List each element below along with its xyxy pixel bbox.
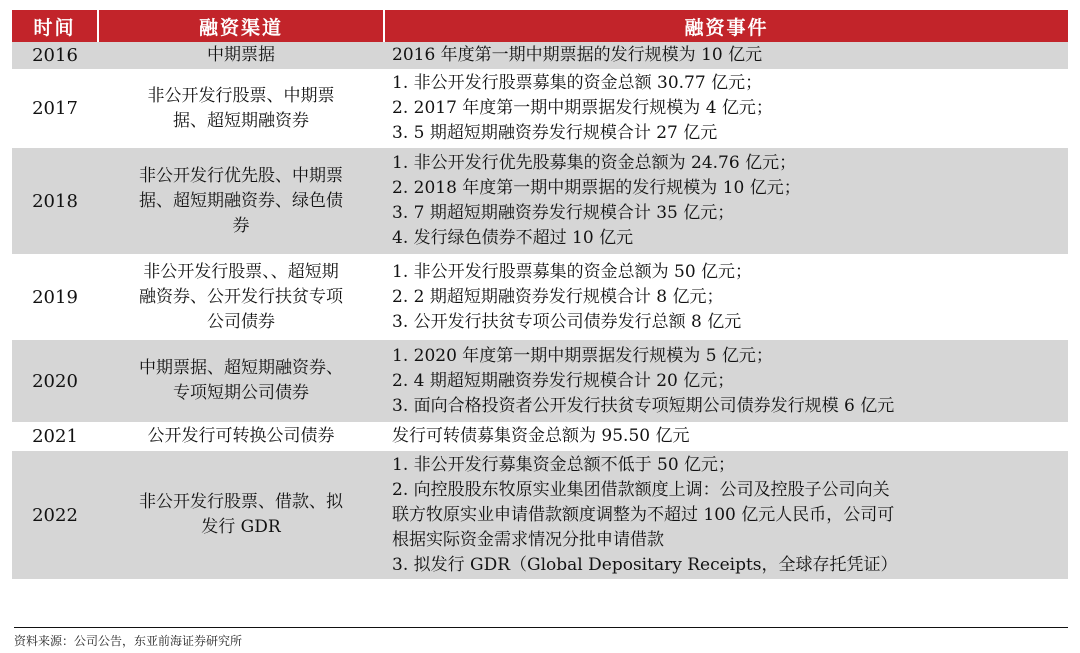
table-body bbox=[12, 42, 1068, 580]
cell-channel bbox=[98, 70, 384, 147]
event-line: 发行可转债募集资金总额为 95.50 亿元 bbox=[392, 426, 690, 446]
cell-channel bbox=[98, 147, 384, 255]
channel-line: 非公开发行优先股、中期票 bbox=[139, 165, 343, 186]
cell-event bbox=[384, 70, 1068, 147]
header-year: 时间 bbox=[12, 10, 98, 42]
event-line: 3. 5 期超短期融资券发行规模合计 27 亿元 bbox=[392, 123, 718, 143]
cell-channel bbox=[98, 339, 384, 423]
cell-event bbox=[384, 339, 1068, 423]
event-line: 3. 公开发行扶贫专项公司债券发行总额 8 亿元 bbox=[392, 311, 742, 332]
cell-channel bbox=[98, 255, 384, 339]
table-row bbox=[12, 255, 1068, 339]
cell-channel bbox=[98, 450, 384, 580]
event-line: 2. 向控股股东牧原实业集团借款额度上调：公司及控股子公司向关 bbox=[392, 479, 890, 500]
channel-line: 中期票据、超短期融资券、 bbox=[139, 358, 343, 378]
channel-line: 据、超短期融资券 bbox=[173, 110, 309, 131]
cell-year: 2016 bbox=[12, 42, 98, 70]
cell-year: 2020 bbox=[12, 339, 98, 423]
table-row bbox=[12, 70, 1068, 147]
cell-event bbox=[384, 450, 1068, 580]
cell-year: 2017 bbox=[12, 70, 98, 147]
cell-year: 2018 bbox=[12, 147, 98, 255]
table-row bbox=[12, 339, 1068, 423]
channel-line: 非公开发行股票、中期票 bbox=[147, 85, 335, 106]
cell-year: 2019 bbox=[12, 255, 98, 339]
financing-table-container bbox=[12, 10, 1068, 581]
channel-line: 中期票据 bbox=[207, 45, 275, 65]
channel-line: 据、超短期融资券、绿色债 bbox=[139, 190, 343, 211]
event-line: 2016 年度第一期中期票据的发行规模为 10 亿元 bbox=[392, 45, 763, 65]
channel-line: 非公开发行股票、借款、拟 bbox=[139, 492, 343, 512]
channel-line: 融资券、公开发行扶贫专项 bbox=[139, 286, 343, 307]
header-row bbox=[12, 10, 1068, 42]
channel-line: 公开发行可转换公司债券 bbox=[147, 426, 335, 446]
table-row bbox=[12, 42, 1068, 70]
cell-channel bbox=[98, 42, 384, 70]
event-line: 2. 4 期超短期融资券发行规模合计 20 亿元； bbox=[392, 370, 735, 391]
event-line: 2. 2017 年度第一期中期票据发行规模为 4 亿元； bbox=[392, 98, 773, 118]
event-line: 3. 7 期超短期融资券发行规模合计 35 亿元； bbox=[392, 203, 735, 223]
event-line: 1. 非公开发行优先股募集的资金总额为 24.76 亿元； bbox=[392, 153, 797, 173]
event-line: 3. 拟发行 GDR（Global Depositary Receipts，全球存托凭证） bbox=[392, 554, 898, 575]
cell-channel bbox=[98, 423, 384, 450]
table-header bbox=[12, 10, 1068, 42]
event-line: 4. 发行绿色债券不超过 10 亿元 bbox=[392, 228, 634, 248]
cell-event bbox=[384, 423, 1068, 450]
event-line: 2. 2018 年度第一期中期票据的发行规模为 10 亿元； bbox=[392, 178, 801, 198]
event-line: 1. 非公开发行股票募集的资金总额为 50 亿元； bbox=[392, 261, 753, 282]
event-line: 2. 2 期超短期融资券发行规模合计 8 亿元； bbox=[392, 286, 724, 307]
table-row bbox=[12, 450, 1068, 580]
event-line: 1. 非公开发行股票募集的资金总额 30.77 亿元； bbox=[392, 73, 763, 93]
source-note: 资料来源：公司公告，东亚前海证券研究所 bbox=[14, 627, 1068, 649]
cell-event bbox=[384, 147, 1068, 255]
header-channel: 融资渠道 bbox=[98, 10, 384, 42]
channel-line: 发行 GDR bbox=[201, 517, 281, 537]
event-line: 1. 2020 年度第一期中期票据发行规模为 5 亿元； bbox=[392, 345, 773, 366]
channel-line: 券 bbox=[232, 215, 250, 236]
channel-line: 公司债券 bbox=[207, 311, 275, 332]
event-line: 3. 面向合格投资者公开发行扶贫专项短期公司债券发行规模 6 亿元 bbox=[392, 395, 895, 416]
header-event: 融资事件 bbox=[384, 10, 1068, 42]
cell-year: 2021 bbox=[12, 423, 98, 450]
channel-line: 专项短期公司债券 bbox=[173, 383, 309, 403]
financing-table bbox=[12, 10, 1068, 581]
event-line: 1. 非公开发行募集资金总额不低于 50 亿元； bbox=[392, 454, 736, 475]
cell-event bbox=[384, 255, 1068, 339]
cell-year: 2022 bbox=[12, 450, 98, 580]
table-row bbox=[12, 147, 1068, 255]
channel-line: 非公开发行股票、、超短期 bbox=[143, 261, 339, 282]
cell-event bbox=[384, 42, 1068, 70]
event-line: 根据实际资金需求情况分批申请借款 bbox=[392, 529, 664, 550]
table-row bbox=[12, 423, 1068, 450]
event-line: 联方牧原实业申请借款额度调整为不超过 100 亿元人民币，公司可 bbox=[392, 504, 895, 525]
